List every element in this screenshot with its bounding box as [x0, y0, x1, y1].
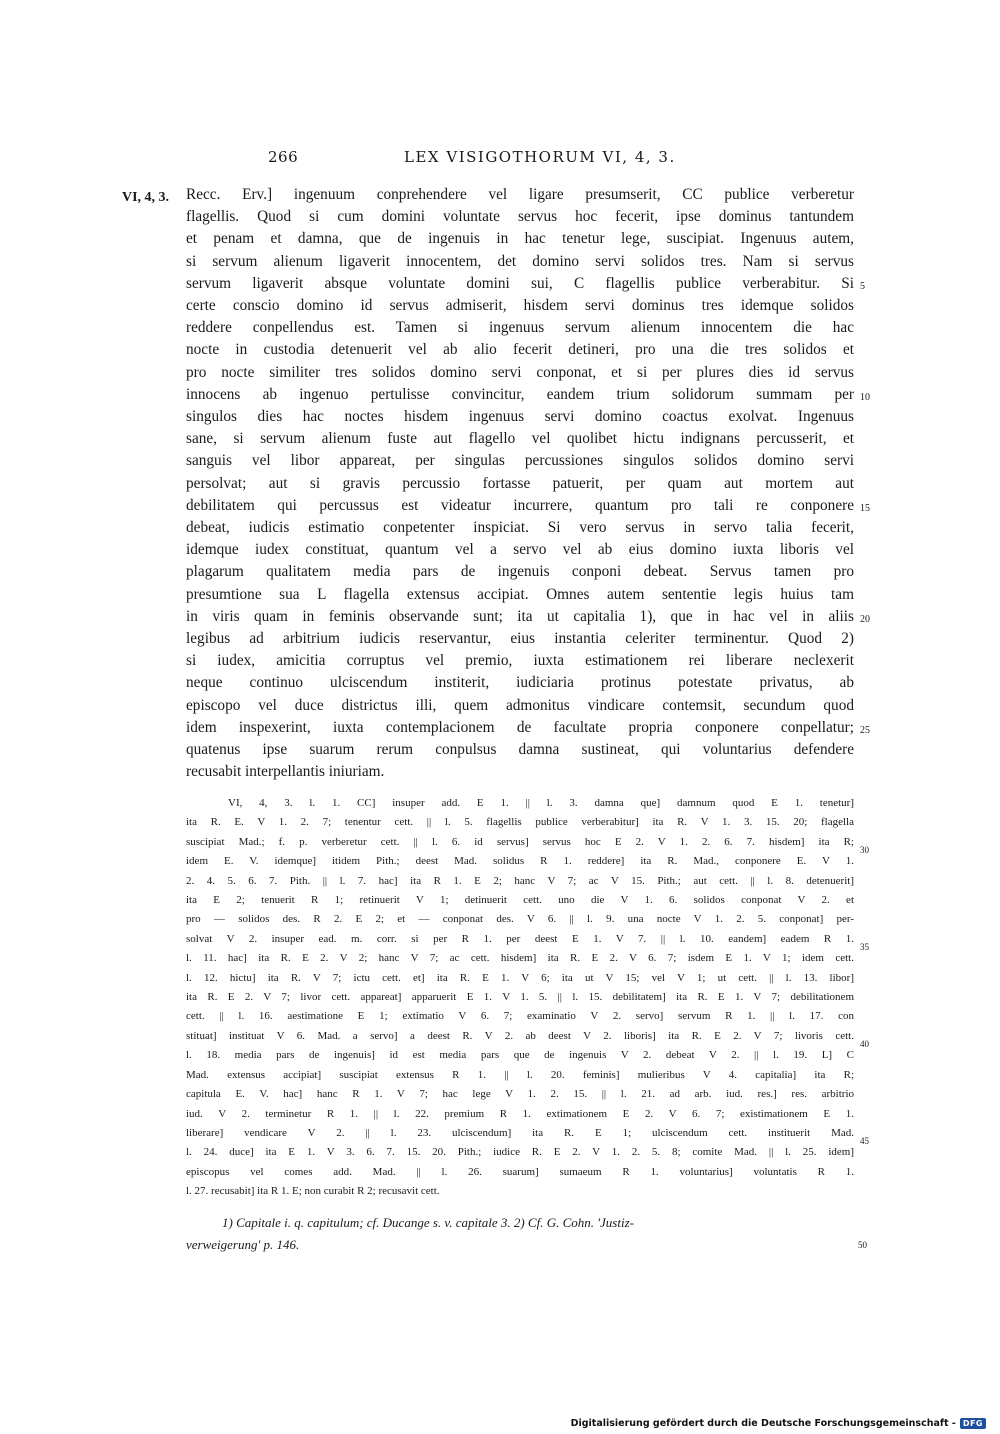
footnote-line-number: 50 [858, 1240, 867, 1250]
apparatus-line: iud. V 2. terminetur R 1. || l. 22. premium R 1. extimationem E 2. V 6. 7; existimationem E 1. [186, 1107, 854, 1120]
line-number-marker: 5 [860, 281, 865, 292]
text-line: et penam et damna, que de ingenuis in hac tenetur lege, suscipiat. Ingenuus autem, [186, 230, 854, 248]
apparatus-line-number: 45 [860, 1136, 869, 1146]
text-line: sane, si servum alienum fuste aut flagello vel quolibet hictu indignans percusserit, et [186, 430, 854, 448]
text-line: recusabit interpellantis iniuriam. [186, 763, 385, 781]
text-line: nocte in custodia detenuerit vel ab alio fecerit detineri, pro una die tres solidos et [186, 341, 854, 359]
text-line: si servum alienum ligaverit innocentem, det domino servi solidos tres. Nam si servus [186, 252, 854, 270]
line-number-marker: 10 [860, 392, 870, 403]
text-line: plagarum qualitatem media pars de ingenuis conponi debeat. Servus tamen pro [186, 563, 854, 581]
dfg-logo: DFG [960, 1418, 986, 1429]
text-line: reddere conpellendus est. Tamen si ingenuus servum alienum innocentem die hac [186, 319, 854, 337]
apparatus-line: l. 18. media pars de ingenuis] id est media pars que de ingenuis V 2. debeat V 2. || l. 19. L] C [186, 1049, 854, 1062]
credit-text: Digitalisierung gefördert durch die Deutsche Forschungsgemeinschaft - [570, 1418, 956, 1429]
apparatus-line: suscipiat Mad.; f. p. verberetur cett. || l. 6. id servus] servus hoc E 2. V 1. 2. 6. 7. hisdem] ita R; [186, 835, 854, 848]
main-text [186, 184, 854, 783]
footnotes [186, 1212, 854, 1256]
apparatus-line: liberare] vendicare V 2. || l. 23. ulciscendum] ita R. E 1; ulciscendum cett. instituerit Mad. [186, 1126, 854, 1139]
apparatus-line: Mad. extensus accipiat] suscipiat extensus R 1. || l. 20. feminis] mulieribus V 4. capitalia] ita R; [186, 1068, 854, 1081]
apparatus-line: idem E. V. idemque] itidem Pith.; deest Mad. solidus R 1. reddere] ita R. Mad., conponere E. V 1. [186, 855, 854, 868]
apparatus-line-number: 35 [860, 942, 869, 952]
text-line: in viris quam in feminis observande sunt; ita ut capitalia 1), que in hac vel in aliis [186, 607, 854, 625]
apparatus-line: pro — solidos des. R 2. E 2; et — conponat des. V 6. || l. 9. una nocte V 1. 2. 5. conponat] per- [186, 913, 854, 926]
apparatus-line: solvat V 2. insuper ead. m. corr. si per R 1. per deest E 1. V 7. || l. 10. eandem] eadem R 1. [186, 932, 854, 945]
line-number-marker: 25 [860, 725, 870, 736]
text-line: debilitatem qui percussus est videatur incurrere, quantum pro tali re conponere [186, 496, 854, 514]
apparatus-line: VI, 4, 3. l. 1. CC] insuper add. E 1. || l. 3. damna que] damnum quod E 1. tenetur] [228, 797, 854, 809]
text-line: episcopo vel duce districtus illi, quem admonitus vindicare contemsit, secundum quod [186, 696, 854, 714]
text-line: idemque iudex constituat, quantum vel a servo vel ab eius domino iuxta liboris vel [186, 541, 854, 559]
running-title: LEX VISIGOTHORUM VI, 4, 3. [404, 148, 676, 166]
text-line: sanguis vel libor appareat, per singulas percussiones singulos solidos domino servi [186, 452, 854, 470]
text-line: servum ligaverit absque voluntate domini sui, C flagellis publice verberabitur. Si [186, 274, 854, 292]
digitization-credit [571, 1418, 986, 1429]
text-line: si iudex, amicitia corruptus vel premio, iuxta estimationem rei liberare neclexerit [186, 652, 854, 670]
footnote-line: verweigerung' p. 146. [186, 1237, 300, 1252]
line-number-marker: 20 [860, 614, 870, 625]
text-line: singulos dies hac noctes hisdem ingenuus servi domino coactus exolvat. Ingenuus [186, 408, 854, 426]
apparatus-line: l. 24. duce] ita E 1. V 3. 6. 7. 15. 20. Pith.; iudice R. E 2. V 1. 2. 5. 8; comite Mad. || l. 25. idem] [186, 1146, 854, 1159]
page-number: 266 [268, 148, 299, 166]
apparatus-line: cett. || l. 16. aestimatione E 1; extimatio V 6. 7; examinatio V 2. servo] servum R 1. || l. 17. con [186, 1010, 854, 1023]
apparatus-line: l. 11. hac] ita R. E 2. V 2; hanc V 7; ac cett. hisdem] ita R. E 2. V 6. 7; isdem E 1. V 1; idem cett. [186, 952, 854, 965]
section-reference: VI, 4, 3. [122, 190, 170, 205]
apparatus-line-number: 40 [860, 1039, 869, 1049]
text-line: pro nocte similiter tres solidos domino servi conponat, et si per plures dies id servus [186, 363, 854, 381]
text-line: Recc. Erv.] ingenuum conprehendere vel ligare presumserit, CC publice verberetur [186, 186, 854, 203]
apparatus-line: ita R. E. V 1. 2. 7; tenentur cett. || l. 5. flagellis publice verberabitur] ita R. V 1. 3. 15. 20; flagella [186, 816, 854, 829]
apparatus-line: l. 12. hictu] ita R. V 7; ictu cett. et] ita R. E 1. V 6; ita ut V 15; vel V 1; ut cett. || l. 13. libor] [186, 971, 854, 984]
text-line: neque continuo ulciscendum institerit, iudiciaria protinus potestate privatus, ab [186, 674, 854, 692]
text-line: idem inspexerint, iuxta contemplacionem de facultate propria conponere conpellatur; [186, 718, 854, 736]
footnote-line: 1) Capitale i. q. capitulum; cf. Ducange s. v. capitale 3. 2) Cf. G. Cohn. 'Justiz- [222, 1215, 634, 1230]
text-line: debeat, iudicis estimatio conpetenter inspiciat. Si vero servus in servo talia fecerit, [186, 519, 854, 537]
text-line: persolvat; aut si gravis percussio fortasse patuerit, per quam aut mortem aut [186, 474, 854, 492]
text-line: presumtione sua L flagella extensus accipiat. Omnes autem sententie legis huius tam [186, 585, 854, 603]
text-line: legibus ad arbitrium iudicis reservantur, eius instantia celeriter terminentur. Quod 2) [186, 630, 854, 648]
text-line: flagellis. Quod si cum domini voluntate servus hoc fecerit, ipse dominus tantundem [186, 208, 854, 226]
text-line: quatenus ipse suarum rerum conpulsus damna sustineat, qui voluntarius defendere [186, 741, 854, 759]
line-number-marker: 15 [860, 503, 870, 514]
text-line: certe conscio domino id servus admiserit, hisdem servi dominus tres idemque solidos [186, 297, 854, 315]
apparatus-line: 2. 4. 5. 6. 7. Pith. || l. 7. hac] ita R 1. E 2; hanc V 7; ac V 15. Pith.; aut cett. || l. 8. detenuerit] [186, 874, 854, 887]
apparatus-line: stituat] instituat V 6. Mad. a servo] a deest R. V 2. ab deest V 2. liboris] ita R. E 2. V 7; livoris cett. [186, 1029, 854, 1042]
apparatus-line: l. 27. recusabit] ita R 1. E; non curabit R 2; recusavit cett. [186, 1185, 440, 1198]
text-line: innocens ab ingenuo pertulisse convincitur, eandem trium solidorum summam per [186, 385, 854, 403]
apparatus-line: episcopus vel comes add. Mad. || l. 26. suarum] sumaeum R 1. voluntarius] voluntatis R 1. [186, 1165, 854, 1178]
critical-apparatus [186, 794, 854, 1202]
apparatus-line: ita R. E 2. V 7; livor cett. appareat] apparuerit E 1. V 1. 5. || l. 15. debilitatem] ita R. E 1. V 7; debilitationem [186, 991, 854, 1004]
apparatus-line-number: 30 [860, 845, 869, 855]
apparatus-line: capitula E. V. hac] hanc R 1. V 7; hac lege V 1. 2. 15. || l. 21. ad arb. iud. res.] res. arbitrio [186, 1088, 854, 1101]
apparatus-line: ita E 2; tenuerit R 1; retinuerit V 1; detinuerit cett. uno die V 1. 6. solidos conponat V 2. et [186, 894, 854, 907]
